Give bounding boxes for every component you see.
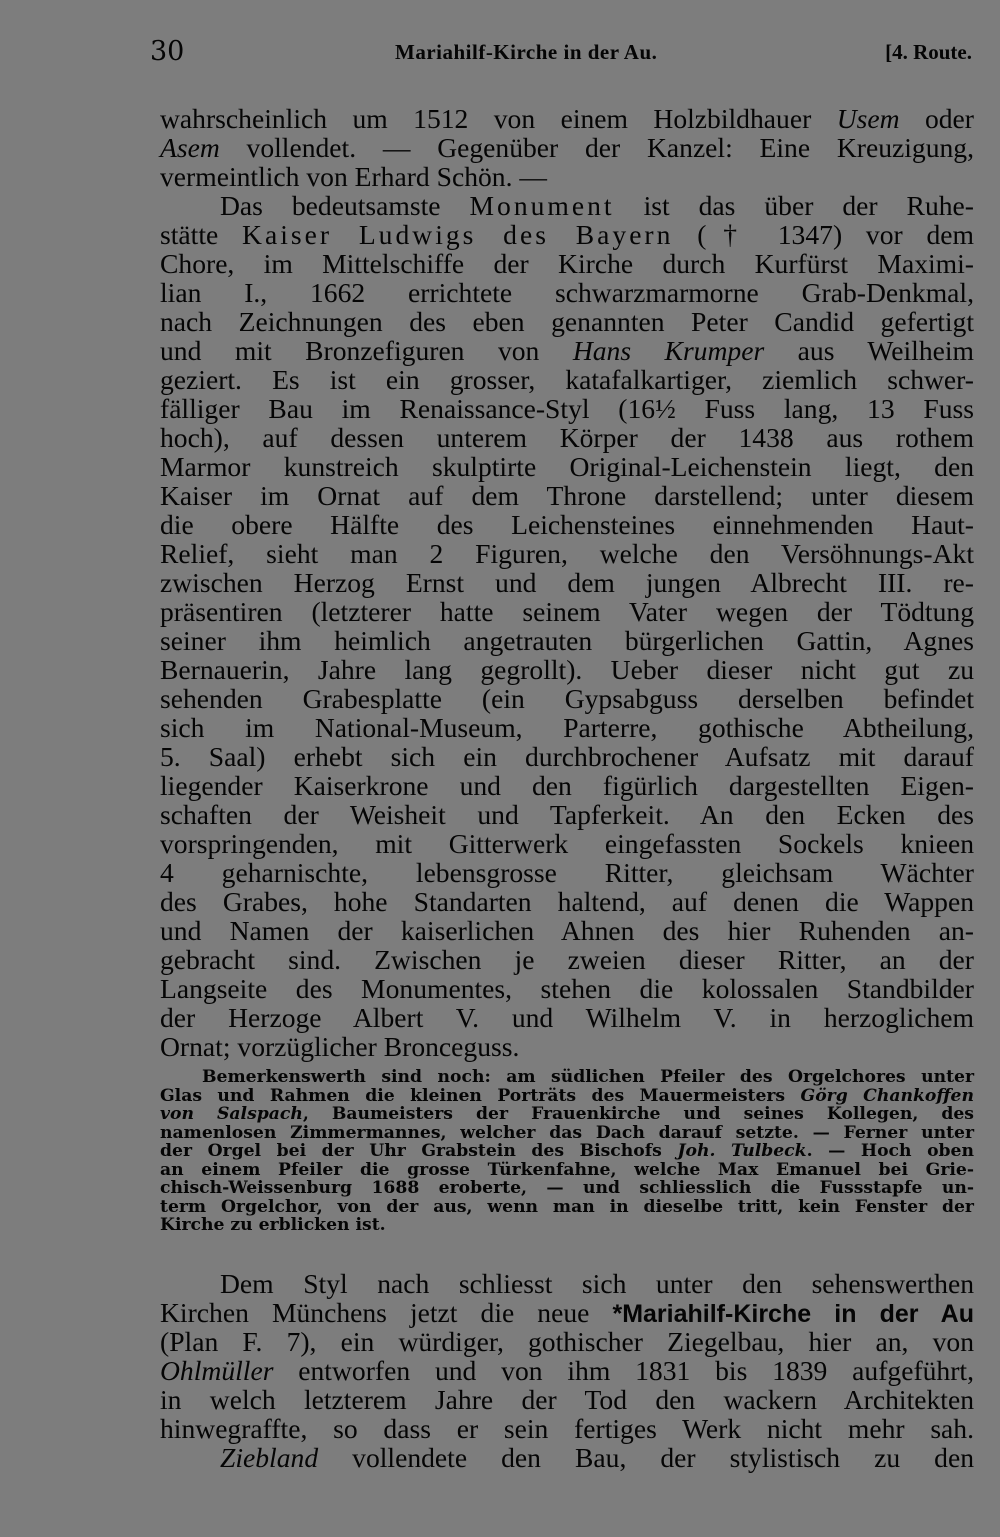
main-text	[160, 104, 974, 1061]
text-line: des Grabes, hohe Standarten haltend, auf denen die Wappen	[160, 886, 974, 917]
text-line: gebracht sind. Zwischen je zweien dieser Ritter, an der	[160, 944, 974, 975]
text-line: Ornat; vorzüglicher Bronceguss.	[160, 1031, 520, 1062]
text-line: der Herzoge Albert V. und Wilhelm V. in herzoglichem	[160, 1002, 974, 1033]
page-number: 30	[150, 36, 185, 67]
text-line: Kaiser im Ornat auf dem Throne darstellend; unter diesem	[160, 480, 974, 511]
text-line: und mit Bronzefiguren von Hans Krumper aus Weilheim	[160, 335, 974, 366]
text-line: Das bedeutsamste Monument ist das über der Ruhe-	[220, 190, 974, 221]
text-line: sich im National-Museum, Parterre, gothische Abtheilung,	[160, 712, 974, 743]
text-line: Dem Styl nach schliesst sich unter den sehenswerthen	[220, 1268, 974, 1299]
church-name: *Mariahilf-Kirche in der Au	[612, 1300, 974, 1328]
text-line: und Namen der kaiserlichen Ahnen des hier Ruhenden an-	[160, 915, 974, 946]
text-line: Kirchen Münchens jetzt die neue *Mariahilf-Kirche in der Au	[160, 1297, 974, 1328]
text-line: Bernauerin, Jahre lang gegrollt). Ueber dieser nicht gut zu	[160, 654, 974, 685]
text-line: stätte Kaiser Ludwigs des Bayern († 1347) vor dem	[160, 219, 974, 250]
note-line: term Orgelchor, von der aus, wenn man in dieselbe tritt, kein Fenster der	[160, 1196, 974, 1217]
footnote-block	[160, 1068, 974, 1235]
text-line: 4 geharnischte, lebensgrosse Ritter, gleichsam Wächter	[160, 857, 974, 888]
text-line: schaften der Weisheit und Tapferkeit. An den Ecken des	[160, 799, 974, 830]
text-line: vermeintlich von Erhard Schön. —	[160, 161, 547, 192]
text-line: fälliger Bau im Renaissance-Styl (16½ Fuss lang, 13 Fuss	[160, 393, 974, 424]
text-line: sehenden Grabesplatte (ein Gypsabguss derselben befindet	[160, 683, 974, 714]
main-text-continued	[160, 1269, 974, 1472]
text-line: hinwegraffte, so dass er sein fertiges Werk nicht mehr sah.	[160, 1413, 974, 1444]
text-line: wahrscheinlich um 1512 von einem Holzbildhauer Usem oder	[160, 103, 974, 134]
text-line: hoch), auf dessen unterem Körper der 1438 aus rothem	[160, 422, 974, 453]
note-line: Kirche zu erblicken ist.	[160, 1215, 386, 1235]
text-line: lian I., 1662 errichtete schwarzmarmorne Grab-Denkmal,	[160, 277, 974, 308]
text-line: die obere Hälfte des Leichensteines einnehmenden Haut-	[160, 509, 974, 540]
text-line: präsentiren (letzterer hatte seinem Vater wegen der Tödtung	[160, 596, 974, 627]
note-line: an einem Pfeiler die grosse Türkenfahne, welche Max Emanuel bei Grie-	[160, 1159, 974, 1180]
text-line: Marmor kunstreich skulptirte Original-Leichenstein liegt, den	[160, 451, 974, 482]
note-line: Bemerkenswerth sind noch: am südlichen Pfeiler des Orgelchores unter	[202, 1067, 974, 1087]
note-line: von Salspach, Baumeisters der Frauenkirche und seines Kollegen, des	[160, 1104, 974, 1124]
text-line: vorspringenden, mit Gitterwerk eingefassten Sockels knieen	[160, 828, 974, 859]
text-line: liegender Kaiserkrone und den figürlich dargestellten Eigen-	[160, 770, 974, 801]
note-line: der Orgel bei der Uhr Grabstein des Bischofs Joh. Tulbeck. — Hoch oben	[160, 1141, 974, 1161]
text-line: Ziebland vollendete den Bau, der stylistisch zu den	[220, 1442, 974, 1473]
text-line: Asem vollendet. — Gegenüber der Kanzel: Eine Kreuzigung,	[160, 132, 974, 163]
text-line: in welch letzterem Jahre der Tod den wackern Architekten	[160, 1384, 974, 1415]
note-line: namenlosen Zimmermannes, welcher das Dach darauf setzte. — Ferner unter	[160, 1122, 974, 1143]
text-line: Chore, im Mittelschiffe der Kirche durch Kurfürst Maximi-	[160, 248, 974, 279]
text-line: 5. Saal) erhebt sich ein durchbrochener Aufsatz mit darauf	[160, 741, 974, 772]
text-line: (Plan F. 7), ein würdiger, gothischer Ziegelbau, hier an, von	[160, 1326, 974, 1357]
running-header	[150, 36, 972, 72]
note-line: chisch-Weissenburg 1688 eroberte, — und schliesslich die Fussstapfe un-	[160, 1178, 974, 1198]
text-line: zwischen Herzog Ernst und dem jungen Albrecht III. re-	[160, 567, 974, 598]
text-line: Relief, sieht man 2 Figuren, welche den Versöhnungs-Akt	[160, 538, 974, 569]
running-title: Mariahilf-Kirche in der Au.	[395, 40, 658, 64]
text-line: geziert. Es ist ein grosser, katafalkartiger, ziemlich schwer-	[160, 364, 974, 395]
text-line: nach Zeichnungen des eben genannten Peter Candid gefertigt	[160, 306, 974, 337]
text-line: Ohlmüller entworfen und von ihm 1831 bis 1839 aufgeführt,	[160, 1355, 974, 1386]
note-line: Glas und Rahmen die kleinen Porträts des Mauermeisters Görg Chankoffen	[160, 1085, 974, 1106]
text-line: Langseite des Monumentes, stehen die kolossalen Standbilder	[160, 973, 974, 1004]
route-label: [4. Route.	[885, 40, 972, 64]
text-line: seiner ihm heimlich angetrauten bürgerlichen Gattin, Agnes	[160, 625, 974, 656]
